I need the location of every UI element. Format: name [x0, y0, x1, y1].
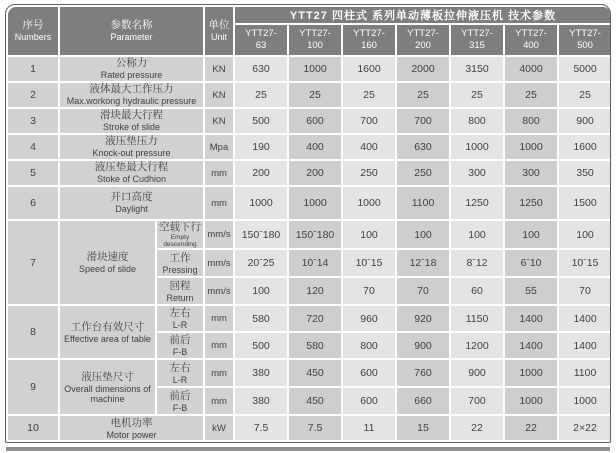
value-cell: 500: [235, 109, 287, 133]
unit-cell: mm/s: [205, 221, 233, 248]
value-cell: 8ˉ12: [451, 250, 503, 276]
parameter-cn: 滑块速度: [86, 250, 129, 263]
value-cell: 100: [505, 221, 557, 248]
value-cell: 350: [559, 161, 611, 185]
value-cell: 10ˉ15: [559, 250, 611, 276]
value-cell: 580: [235, 306, 287, 331]
value-cell: 25: [343, 83, 395, 107]
sub-parameter-cn: 左右: [169, 307, 191, 320]
value-cell: 1200: [451, 333, 503, 358]
value-cell: 100: [343, 221, 395, 248]
value-cell: 1000: [559, 388, 611, 414]
parameter-en: Stoke of Cudhion: [96, 174, 167, 185]
model-prefix: YTT27-: [245, 27, 277, 39]
sub-parameter-cn: 前后: [169, 334, 191, 347]
value-cell: 1600: [559, 135, 611, 159]
model-num: 315: [469, 40, 485, 51]
value-cell: 400: [289, 135, 341, 159]
table-row: [8, 221, 611, 248]
value-cell: 20ˉ25: [235, 250, 287, 276]
sub-parameter-en: L-R: [172, 320, 188, 331]
table-row: [8, 306, 611, 331]
value-cell: 1400: [559, 306, 611, 331]
parameter-cn: 公称力: [115, 57, 148, 70]
model-prefix: YTT27-: [461, 27, 493, 39]
parameter-cell: [60, 161, 203, 185]
parameter-cn: 工作台有效尺寸: [70, 320, 145, 333]
value-cell: 1600: [343, 57, 395, 81]
value-cell: 800: [451, 109, 503, 133]
parameter-cell: [60, 221, 155, 304]
value-cell: 920: [397, 306, 449, 331]
unit-cell: mm: [205, 360, 233, 386]
parameter-cell: [60, 306, 155, 358]
sub-parameter-cell: [157, 221, 203, 248]
parameter-cell: [60, 135, 203, 159]
value-cell: 700: [397, 109, 449, 133]
value-cell: 1100: [397, 187, 449, 219]
value-cell: 1000: [505, 135, 557, 159]
sub-parameter-cell: [157, 278, 203, 304]
model-header-160: [343, 25, 395, 55]
row-number: 3: [8, 109, 58, 133]
row-number: 5: [8, 161, 58, 185]
sub-parameter-en: Empty descending: [163, 234, 197, 249]
sub-parameter-cell: [157, 250, 203, 276]
value-cell: 25: [235, 83, 287, 107]
value-cell: 300: [451, 161, 503, 185]
value-cell: 1000: [289, 187, 341, 219]
value-cell: 25: [397, 83, 449, 107]
value-cell: 120: [289, 278, 341, 304]
spec-table: [6, 5, 611, 442]
row-number: 10: [8, 416, 58, 440]
table-row: [8, 109, 611, 133]
parameter-header: [60, 7, 203, 55]
value-cell: 1000: [235, 187, 287, 219]
value-cell: 70: [397, 278, 449, 304]
value-cell: 22: [451, 416, 503, 440]
sub-parameter-cell: [157, 388, 203, 414]
value-cell: 22: [505, 416, 557, 440]
sub-parameter-en: F-B: [172, 347, 188, 358]
value-cell: 2×22: [559, 416, 611, 440]
table-row: [8, 187, 611, 219]
unit-header-cn: 单位: [208, 19, 230, 32]
model-header-200: [397, 25, 449, 55]
sub-parameter-cell: [157, 306, 203, 331]
parameter-cell: [60, 360, 155, 414]
model-num: 200: [415, 40, 431, 51]
row-number: 6: [8, 187, 58, 219]
unit-cell: mm: [205, 306, 233, 331]
parameter-cell: [60, 416, 203, 440]
unit-cell: mm: [205, 333, 233, 358]
sub-parameter-en: L-R: [172, 374, 188, 385]
value-cell: 900: [559, 109, 611, 133]
model-num: 100: [307, 40, 323, 51]
sub-parameter-en: F-B: [172, 402, 188, 413]
unit-cell: Mpa: [205, 135, 233, 159]
value-cell: 250: [397, 161, 449, 185]
sub-parameter-cn: 空载下行: [159, 221, 201, 233]
numbers-header: [8, 7, 58, 55]
value-cell: 580: [289, 333, 341, 358]
row-number: 9: [8, 360, 58, 414]
value-cell: 1000: [505, 388, 557, 414]
parameter-header-en: Parameter: [110, 32, 153, 43]
value-cell: 630: [235, 57, 287, 81]
value-cell: 11: [343, 416, 395, 440]
parameter-cn: 液压垫最大行程: [94, 161, 169, 174]
parameter-en: Motor power: [106, 429, 157, 440]
value-cell: 720: [289, 306, 341, 331]
parameter-cn: 液压垫压力: [105, 135, 158, 148]
value-cell: 600: [343, 388, 395, 414]
value-cell: 1250: [451, 187, 503, 219]
row-number: 1: [8, 57, 58, 81]
parameter-cell: [60, 109, 203, 133]
row-number: 8: [8, 306, 58, 358]
value-cell: 1150: [451, 306, 503, 331]
unit-cell: KN: [205, 109, 233, 133]
value-cell: 100: [559, 221, 611, 248]
value-cell: 200: [289, 161, 341, 185]
value-cell: 55: [505, 278, 557, 304]
value-cell: 1000: [451, 135, 503, 159]
parameter-en: Knock-out pressure: [92, 148, 171, 159]
table-row: [8, 83, 611, 107]
sub-parameter-cn: 回程: [169, 279, 191, 292]
value-cell: 900: [397, 333, 449, 358]
table-row: [8, 135, 611, 159]
parameter-cn: 开口高度: [110, 191, 153, 204]
value-cell: 500: [235, 333, 287, 358]
parameter-en: Daylight: [115, 204, 148, 215]
value-cell: 150ˉ180: [235, 221, 287, 248]
sub-parameter-en: Pressing: [162, 264, 198, 275]
value-cell: 1400: [505, 333, 557, 358]
sub-parameter-cell: [157, 333, 203, 358]
numbers-header-cn: 序号: [22, 19, 44, 32]
value-cell: 250: [343, 161, 395, 185]
value-cell: 25: [451, 83, 503, 107]
value-cell: 700: [451, 388, 503, 414]
value-cell: 700: [343, 109, 395, 133]
value-cell: 380: [235, 360, 287, 386]
unit-header-en: Unit: [210, 32, 227, 43]
parameter-en: Stroke of slide: [102, 122, 161, 133]
value-cell: 10ˉ14: [289, 250, 341, 276]
value-cell: 190: [235, 135, 287, 159]
parameter-cell: [60, 83, 203, 107]
value-cell: 15: [397, 416, 449, 440]
parameter-en: Speed of slide: [78, 264, 137, 275]
value-cell: 800: [343, 333, 395, 358]
value-cell: 100: [397, 221, 449, 248]
value-cell: 450: [289, 388, 341, 414]
unit-header: [205, 7, 233, 55]
value-cell: 300: [505, 161, 557, 185]
value-cell: 25: [289, 83, 341, 107]
value-cell: 1250: [505, 187, 557, 219]
table-title: YTT27 四柱式 系列单动薄板拉伸液压机 技术参数: [235, 7, 611, 23]
unit-cell: KN: [205, 83, 233, 107]
value-cell: 800: [505, 109, 557, 133]
parameter-en: Max.workong hydraulic pressure: [66, 96, 197, 107]
value-cell: 600: [343, 360, 395, 386]
value-cell: 1500: [559, 187, 611, 219]
model-prefix: YTT27-: [515, 27, 547, 39]
value-cell: 900: [451, 360, 503, 386]
unit-cell: mm/s: [205, 278, 233, 304]
value-cell: 760: [397, 360, 449, 386]
model-num: 400: [523, 40, 539, 51]
value-cell: 7.5: [289, 416, 341, 440]
value-cell: 1000: [289, 57, 341, 81]
value-cell: 70: [343, 278, 395, 304]
value-cell: 10ˉ15: [343, 250, 395, 276]
table-row: [8, 57, 611, 81]
unit-cell: KN: [205, 57, 233, 81]
model-header-100: [289, 25, 341, 55]
model-header-315: [451, 25, 503, 55]
parameter-cell: [60, 57, 203, 81]
value-cell: 150ˉ180: [289, 221, 341, 248]
value-cell: 7.5: [235, 416, 287, 440]
value-cell: 2000: [397, 57, 449, 81]
value-cell: 100: [451, 221, 503, 248]
model-header-400: [505, 25, 557, 55]
value-cell: 660: [397, 388, 449, 414]
value-cell: 380: [235, 388, 287, 414]
header-title-row: [8, 7, 611, 23]
parameter-cn: 电机功率: [110, 416, 153, 429]
value-cell: 400: [343, 135, 395, 159]
value-cell: 100: [235, 278, 287, 304]
value-cell: 70: [559, 278, 611, 304]
next-row-edge: [6, 447, 610, 451]
numbers-header-en: Numbers: [14, 32, 52, 43]
parameter-en: Overall dimensions of machine: [64, 383, 151, 404]
value-cell: 960: [343, 306, 395, 331]
model-prefix: YTT27-: [353, 27, 385, 39]
unit-cell: mm/s: [205, 250, 233, 276]
value-cell: 4000: [505, 57, 557, 81]
parameter-cn: 液体最大工作压力: [89, 83, 174, 96]
table-row: [8, 416, 611, 440]
value-cell: 60: [451, 278, 503, 304]
value-cell: 1400: [505, 306, 557, 331]
table-row: [8, 161, 611, 185]
value-cell: 3150: [451, 57, 503, 81]
value-cell: 200: [235, 161, 287, 185]
model-prefix: YTT27-: [299, 27, 331, 39]
parameter-cell: [60, 187, 203, 219]
unit-cell: mm: [205, 187, 233, 219]
sub-parameter-cell: [157, 360, 203, 386]
model-header-63: [235, 25, 287, 55]
parameter-header-cn: 参数名称: [110, 19, 153, 32]
model-num: 160: [361, 40, 377, 51]
value-cell: 630: [397, 135, 449, 159]
spec-table-frame: [5, 4, 611, 443]
unit-cell: mm: [205, 388, 233, 414]
sub-parameter-cn: 左右: [169, 361, 191, 374]
parameter-en: Rated pressure: [100, 70, 163, 81]
value-cell: 450: [289, 360, 341, 386]
row-number: 4: [8, 135, 58, 159]
row-number: 7: [8, 221, 58, 304]
model-num: 63: [255, 40, 267, 51]
parameter-en: Effective area of table: [64, 333, 151, 344]
model-prefix: YTT27-: [407, 27, 439, 39]
table-row: [8, 360, 611, 386]
value-cell: 1000: [505, 360, 557, 386]
value-cell: 5000: [559, 57, 611, 81]
model-num: 500: [577, 40, 593, 51]
value-cell: 6ˉ10: [505, 250, 557, 276]
sub-parameter-cn: 工作: [169, 251, 191, 264]
unit-cell: kW: [205, 416, 233, 440]
sub-parameter-en: Return: [166, 292, 194, 303]
model-header-500: [559, 25, 611, 55]
value-cell: 25: [505, 83, 557, 107]
value-cell: 1400: [559, 333, 611, 358]
value-cell: 12ˉ18: [397, 250, 449, 276]
row-number: 2: [8, 83, 58, 107]
model-prefix: YTT27-: [569, 27, 601, 39]
parameter-cn: 液压垫尺寸: [81, 370, 134, 383]
parameter-cn: 滑块最大行程: [100, 109, 163, 122]
value-cell: 600: [289, 109, 341, 133]
sub-parameter-cn: 前后: [169, 389, 191, 402]
value-cell: 25: [559, 83, 611, 107]
unit-cell: mm: [205, 161, 233, 185]
value-cell: 1100: [559, 360, 611, 386]
value-cell: 1000: [343, 187, 395, 219]
